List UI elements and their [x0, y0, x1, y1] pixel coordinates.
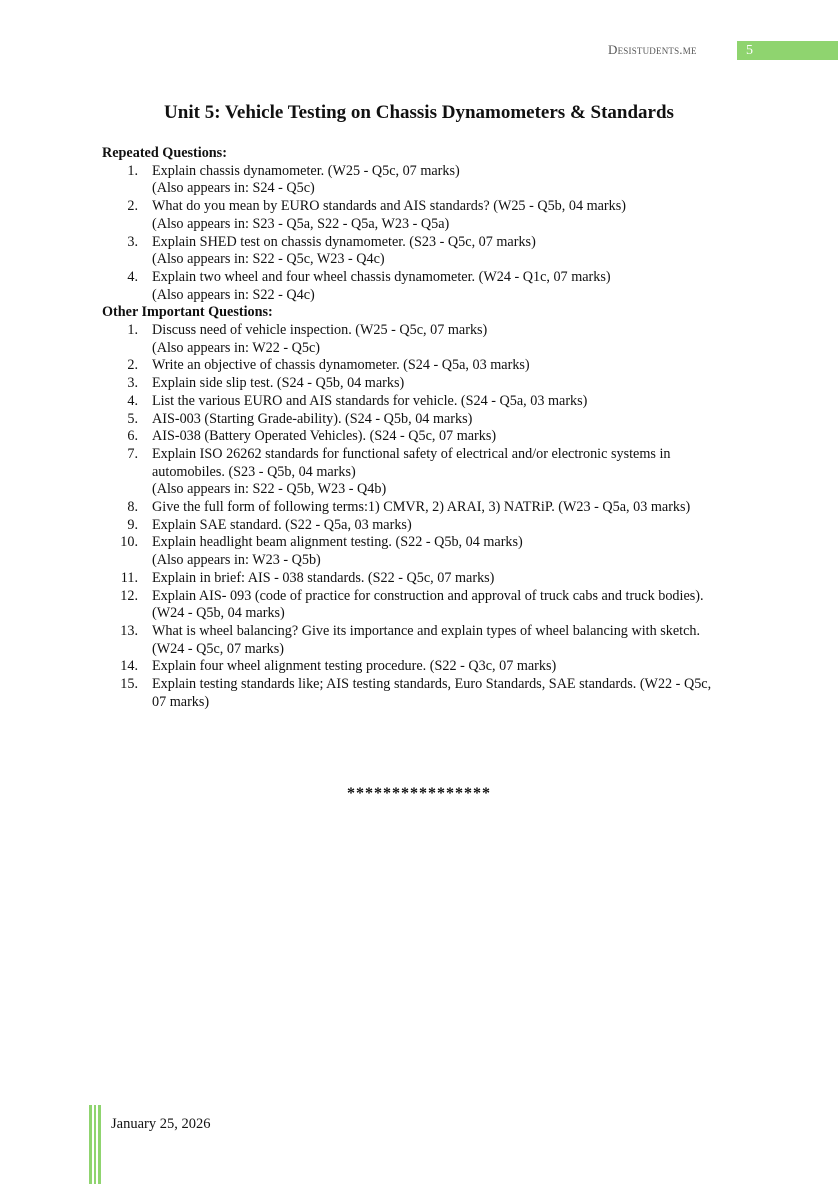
question-item — [102, 623, 722, 658]
question-text: Explain ISO 26262 standards for functional safety of electrical and/or electronic systems in automobiles. (S23 - Q5b, 04 marks) — [152, 445, 671, 480]
footer-bars — [89, 1105, 101, 1184]
question-text: Discuss need of vehicle inspection. (W25 - Q5c, 07 marks) — [152, 322, 488, 339]
footer-date: January 25, 2026 — [111, 1116, 211, 1132]
question-item — [102, 428, 722, 446]
question-number: 6. — [127, 428, 138, 445]
question-item — [102, 411, 722, 429]
question-number: 3. — [127, 375, 138, 392]
also-appears: (Also appears in: S24 - Q5c) — [152, 180, 315, 197]
question-item — [102, 322, 722, 357]
question-text: Explain AIS- 093 (code of practice for construction and approval of truck cabs and truck bodies). (W24 - Q5b, 04 marks) — [152, 587, 704, 622]
page-number: 5 — [737, 41, 838, 60]
question-number: 14. — [120, 658, 138, 675]
also-appears: (Also appears in: S22 - Q4c) — [152, 286, 315, 303]
question-item — [102, 163, 722, 198]
site-name: Desistudents.me — [608, 42, 697, 57]
question-item — [102, 676, 722, 711]
question-text: Explain side slip test. (S24 - Q5b, 04 marks) — [152, 375, 405, 392]
question-number: 1. — [127, 162, 138, 179]
question-item — [102, 499, 722, 517]
other-list — [102, 322, 722, 711]
question-number: 15. — [120, 676, 138, 693]
question-item — [102, 375, 722, 393]
separator: **************** — [347, 785, 491, 802]
question-number: 4. — [127, 268, 138, 285]
other-heading: Other Important Questions: — [102, 304, 273, 321]
question-item — [102, 446, 722, 499]
also-appears: (Also appears in: W23 - Q5b) — [152, 552, 321, 569]
question-item — [102, 534, 722, 569]
question-number: 9. — [127, 516, 138, 533]
question-number: 11. — [120, 569, 138, 586]
question-text: Explain in brief: AIS - 038 standards. (S22 - Q5c, 07 marks) — [152, 569, 495, 586]
question-text: Write an objective of chassis dynamometer. (S24 - Q5a, 03 marks) — [152, 357, 530, 374]
question-text: Explain two wheel and four wheel chassis dynamometer. (W24 - Q1c, 07 marks) — [152, 268, 611, 285]
question-text: Explain headlight beam alignment testing. (S22 - Q5b, 04 marks) — [152, 534, 523, 551]
question-item — [102, 658, 722, 676]
question-text: What is wheel balancing? Give its importance and explain types of wheel balancing with sketch. (W24 - Q5c, 07 marks) — [152, 622, 701, 657]
question-number: 4. — [127, 392, 138, 409]
question-number: 8. — [127, 499, 138, 516]
also-appears: (Also appears in: S22 - Q5c, W23 - Q4c) — [152, 251, 385, 268]
question-text: AIS-003 (Starting Grade-ability). (S24 - Q5b, 04 marks) — [152, 410, 473, 427]
question-number: 5. — [127, 410, 138, 427]
question-item — [102, 570, 722, 588]
question-text: What do you mean by EURO standards and AIS standards? (W25 - Q5b, 04 marks) — [152, 198, 626, 215]
question-text: AIS-038 (Battery Operated Vehicles). (S24 - Q5c, 07 marks) — [152, 428, 497, 445]
question-text: Explain four wheel alignment testing procedure. (S22 - Q3c, 07 marks) — [152, 658, 557, 675]
question-number: 10. — [120, 534, 138, 551]
question-number: 13. — [120, 622, 138, 639]
question-number: 2. — [127, 357, 138, 374]
question-text: Explain SHED test on chassis dynamometer. (S23 - Q5c, 07 marks) — [152, 233, 536, 250]
question-item — [102, 393, 722, 411]
repeated-heading: Repeated Questions: — [102, 145, 227, 161]
question-number: 2. — [127, 198, 138, 215]
question-text: List the various EURO and AIS standards for vehicle. (S24 - Q5a, 03 marks) — [152, 392, 588, 409]
question-text: Explain chassis dynamometer. (W25 - Q5c, 07 marks) — [152, 162, 460, 179]
document-title: Unit 5: Vehicle Testing on Chassis Dynamometers & Standards — [164, 102, 674, 123]
question-text: Give the full form of following terms:1) CMVR, 2) ARAI, 3) NATRiP. (W23 - Q5a, 03 marks) — [152, 499, 691, 516]
question-item — [102, 517, 722, 535]
question-item — [102, 588, 722, 623]
question-item — [102, 234, 722, 269]
question-text: Explain testing standards like; AIS testing standards, Euro Standards, SAE standards. (W22 - Q5c, 07 marks) — [152, 676, 712, 710]
question-item — [102, 357, 722, 375]
also-appears: (Also appears in: W22 - Q5c) — [152, 339, 320, 356]
question-number: 3. — [127, 233, 138, 250]
also-appears: (Also appears in: S23 - Q5a, S22 - Q5a, W23 - Q5a) — [152, 215, 450, 232]
question-number: 1. — [127, 322, 138, 339]
question-content — [102, 145, 722, 712]
question-item — [102, 198, 722, 233]
question-number: 12. — [120, 587, 138, 604]
question-number: 7. — [127, 445, 138, 462]
question-text: Explain SAE standard. (S22 - Q5a, 03 marks) — [152, 516, 412, 533]
question-item — [102, 269, 722, 304]
repeated-list — [102, 163, 722, 305]
also-appears: (Also appears in: S22 - Q5b, W23 - Q4b) — [152, 481, 387, 498]
